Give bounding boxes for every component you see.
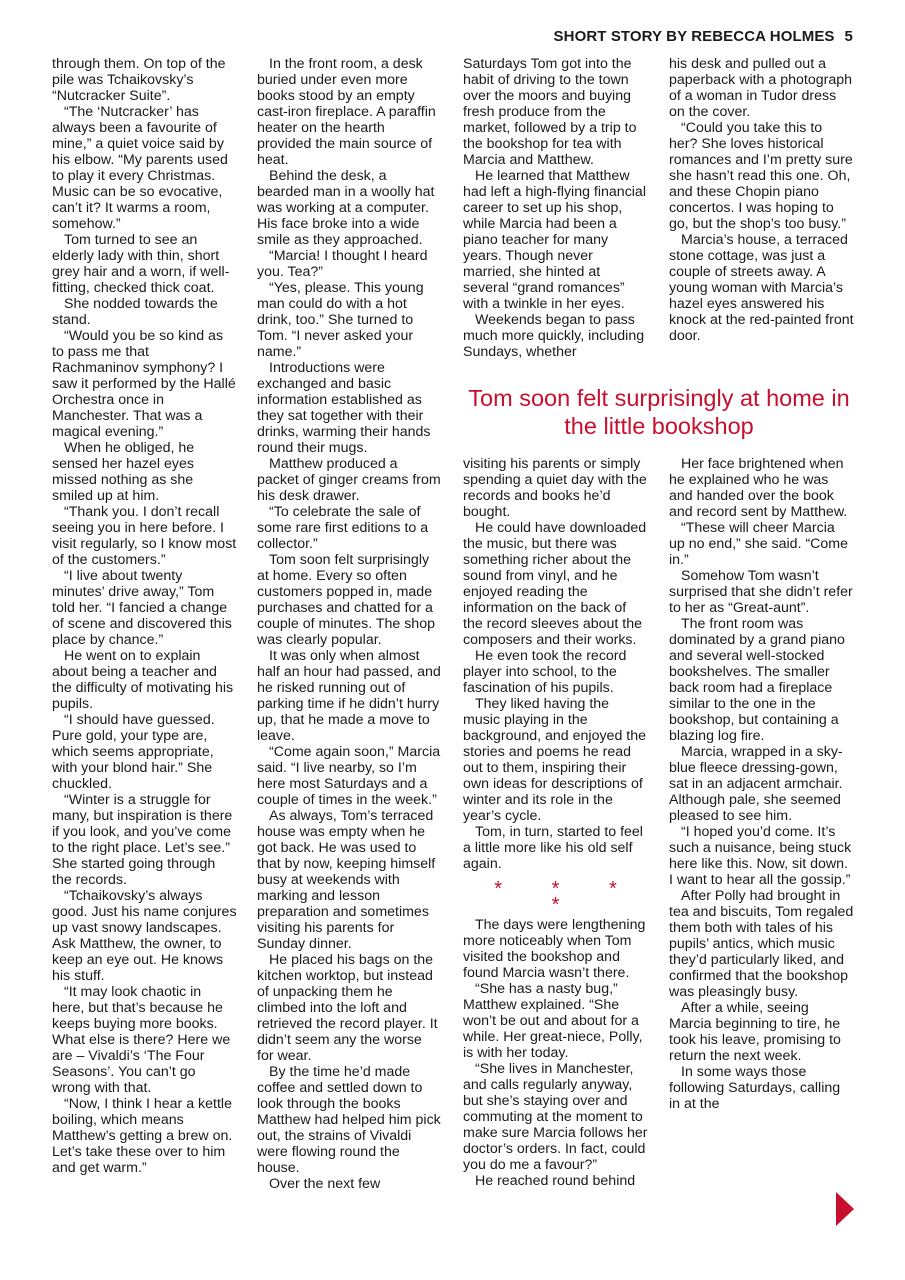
- paragraph: He went on to explain about being a teacher and the difficulty of motivating his pupils.: [52, 648, 234, 712]
- column-3-top: [463, 56, 648, 360]
- paragraph: “Could you take this to her? She loves historical romances and I’m pretty sure she hasn’t read this one. Oh, and these Chopin piano concertos. I was hoping to go, but the shop’s too busy.”: [669, 120, 853, 232]
- paragraph: “Yes, please. This young man could do with a hot drink, too.” She turned to Tom. “I never asked your name.”: [257, 280, 424, 360]
- paragraph: Tom soon felt surprisingly at home. Every so often customers popped in, made purchases and chatted for a couple of minutes. The shop was clearly popular.: [257, 552, 435, 648]
- paragraph: By the time he’d made coffee and settled down to look through the books Matthew had helped him pick out, the strains of Vivaldi were flowing round the house.: [257, 1064, 441, 1176]
- paragraph: They liked having the music playing in the background, and enjoyed the stories and poems he read out to them, inspiring their own ideas for descriptions of winter and its role in the year’s cycle.: [463, 696, 647, 824]
- paragraph: In some ways those following Saturdays, calling in at the: [669, 1064, 841, 1112]
- column-3-bottom: [463, 456, 648, 1189]
- paragraph: “I should have guessed. Pure gold, your type are, which seems appropriate, with your blond hair.” She chuckled.: [52, 712, 215, 792]
- paragraph: Over the next few: [269, 1176, 381, 1192]
- paragraph: He even took the record player into school, to the fascination of his pupils.: [463, 648, 627, 696]
- paragraph: Saturdays Tom got into the habit of driving to the town over the moors and buying fresh produce from the market, followed by a trip to the bookshop for tea with Marcia and Matthew.: [463, 56, 637, 168]
- paragraph: “Thank you. I don’t recall seeing you in here before. I visit regularly, so I know most of the customers.”: [52, 504, 237, 568]
- paragraph: “She has a nasty bug,” Matthew explained. “She won’t be out and about for a while. Her great-niece, Polly, is with her today.: [463, 981, 643, 1061]
- paragraph: “She lives in Manchester, and calls regularly anyway, but she’s staying over and commuting at the moment to make sure Marcia follows her doctor’s orders. In fact, could you do me a favour?”: [463, 1061, 648, 1173]
- column-1: [52, 56, 237, 1176]
- paragraph: his desk and pulled out a paperback with a photograph of a woman in Tudor dress on the cover.: [669, 56, 852, 120]
- paragraph: through them. On top of the pile was Tchaikovsky’s “Nutcracker Suite”.: [52, 56, 226, 104]
- paragraph: Weekends began to pass much more quickly, including Sundays, whether: [463, 312, 645, 360]
- column-4-top: [669, 56, 854, 344]
- paragraph: As always, Tom’s terraced house was empty when he got back. He was used to that by now, keeping himself busy at weekends with marking and lesson preparation and sometimes visiting his parents for Sunday dinner.: [257, 808, 436, 952]
- paragraph: “Marcia! I thought I heard you. Tea?”: [257, 248, 428, 280]
- paragraph: The front room was dominated by a grand piano and several well-stocked bookshelves. The smaller back room had a fireplace similar to the one in the bookshop, but containing a blazing log fire.: [669, 616, 845, 744]
- column-4-bottom: [669, 456, 854, 1112]
- column-2: [257, 56, 442, 1192]
- paragraph: Introductions were exchanged and basic information established as they sat together with their drinks, warming their hands round their mugs.: [257, 360, 431, 456]
- paragraph: Behind the desk, a bearded man in a woolly hat was working at a computer. His face broke into a wide smile as they approached.: [257, 168, 435, 248]
- paragraph: Somehow Tom wasn’t surprised that she didn’t refer to her as “Great-aunt”.: [669, 568, 853, 616]
- continue-arrow-icon: [836, 1192, 854, 1226]
- paragraph: “I hoped you’d come. It’s such a nuisance, being stuck here like this. Now, sit down. I want to hear all the gossip.”: [669, 824, 852, 888]
- paragraph: Her face brightened when he explained who he was and handed over the book and record sent by Matthew.: [669, 456, 848, 520]
- paragraph: He could have downloaded the music, but there was something richer about the sound from vinyl, and he enjoyed reading the information on the back of the record sleeves about the composers and their works.: [463, 520, 647, 648]
- paragraph: Tom turned to see an elderly lady with thin, short grey hair and a worn, if well-fitting, checked thick coat.: [52, 232, 230, 296]
- paragraph: When he obliged, he sensed her hazel eyes missed nothing as she smiled up at him.: [52, 440, 195, 504]
- paragraph: It was only when almost half an hour had passed, and he risked running out of parking time if he didn’t hurry up, that he made a move to leave.: [257, 648, 441, 744]
- paragraph: “Now, I think I hear a kettle boiling, which means Matthew’s getting a brew on. Let’s take these over to him and get warm.”: [52, 1096, 233, 1176]
- paragraph: “Would you be so kind as to pass me that Rachmaninov symphony? I saw it performed by the Hallé Orchestra once in Manchester. That was a magical evening.”: [52, 328, 236, 440]
- paragraph: She nodded towards the stand.: [52, 296, 218, 328]
- paragraph: “Come again soon,” Marcia said. “I live nearby, so I’m here most Saturdays and a couple of times in the week.”: [257, 744, 441, 808]
- paragraph: After a while, seeing Marcia beginning to tire, he took his leave, promising to return the next week.: [669, 1000, 841, 1064]
- paragraph: “It may look chaotic in here, but that’s because he keeps buying more books. What else is there? Here we are – Vivaldi’s ‘The Four Seasons’. You can’t go wrong with that.: [52, 984, 231, 1096]
- pull-quote: Tom soon felt surprisingly at home in the little bookshop: [468, 385, 850, 439]
- paragraph: visiting his parents or simply spending a quiet day with the records and books he’d bought.: [463, 456, 647, 520]
- paragraph: Tom, in turn, started to feel a little more like his old self again.: [463, 824, 643, 872]
- running-title: SHORT STORY BY REBECCA HOLMES: [553, 28, 835, 45]
- paragraph: “These will cheer Marcia up no end,” she said. “Come in.”: [669, 520, 849, 568]
- paragraph: “The ‘Nutcracker’ has always been a favourite of mine,” a quiet voice said by his elbow. “My parents used to play it every Christmas. Music can be so evocative, can’t it? It warms a room, somehow.”: [52, 104, 228, 232]
- paragraph: Marcia, wrapped in a sky-blue fleece dressing-gown, sat in an adjacent armchair. Although pale, she seemed pleased to see him.: [669, 744, 843, 824]
- paragraph: He reached round behind: [475, 1173, 636, 1189]
- paragraph: “To celebrate the sale of some rare first editions to a collector.”: [257, 504, 429, 552]
- paragraph: “Tchaikovsky’s always good. Just his name conjures up vast snowy landscapes. Ask Matthew, the owner, to keep an eye out. He knows his stuff.: [52, 888, 237, 984]
- section-separator: * * * *: [494, 878, 639, 916]
- paragraph: Marcia’s house, a terraced stone cottage, was just a couple of streets away. A young woman with Marcia’s hazel eyes answered his knock at the red-painted front door.: [669, 232, 854, 344]
- paragraph: Matthew produced a packet of ginger creams from his desk drawer.: [257, 456, 441, 504]
- page-header: [554, 28, 853, 45]
- paragraph: “Winter is a struggle for many, but inspiration is there if you look, and you’ve come to the right place. Let’s see.” She started going through the records.: [52, 792, 233, 888]
- paragraph: After Polly had brought in tea and biscuits, Tom regaled them both with tales of his pupils’ antics, which music they’d particularly liked, and confirmed that the bookshop was pleasingly busy.: [669, 888, 854, 1000]
- paragraph: “I live about twenty minutes’ drive away,” Tom told her. “I fancied a change of scene and discovered this place by chance.”: [52, 568, 232, 648]
- paragraph: In the front room, a desk buried under even more books stood by an empty cast-iron fireplace. A paraffin heater on the hearth provided the main source of heat.: [257, 56, 436, 168]
- paragraph: He learned that Matthew had left a high-flying financial career to set up his shop, while Marcia had been a piano teacher for many years. Though never married, she hinted at several “grand romances” with a twinkle in her eyes.: [463, 168, 646, 312]
- paragraph: He placed his bags on the kitchen worktop, but instead of unpacking them he climbed into the loft and retrieved the record player. It didn’t seem any the worse for wear.: [257, 952, 438, 1064]
- page-number: 5: [844, 28, 853, 45]
- paragraph: The days were lengthening more noticeably when Tom visited the bookshop and found Marcia wasn’t there.: [463, 917, 646, 981]
